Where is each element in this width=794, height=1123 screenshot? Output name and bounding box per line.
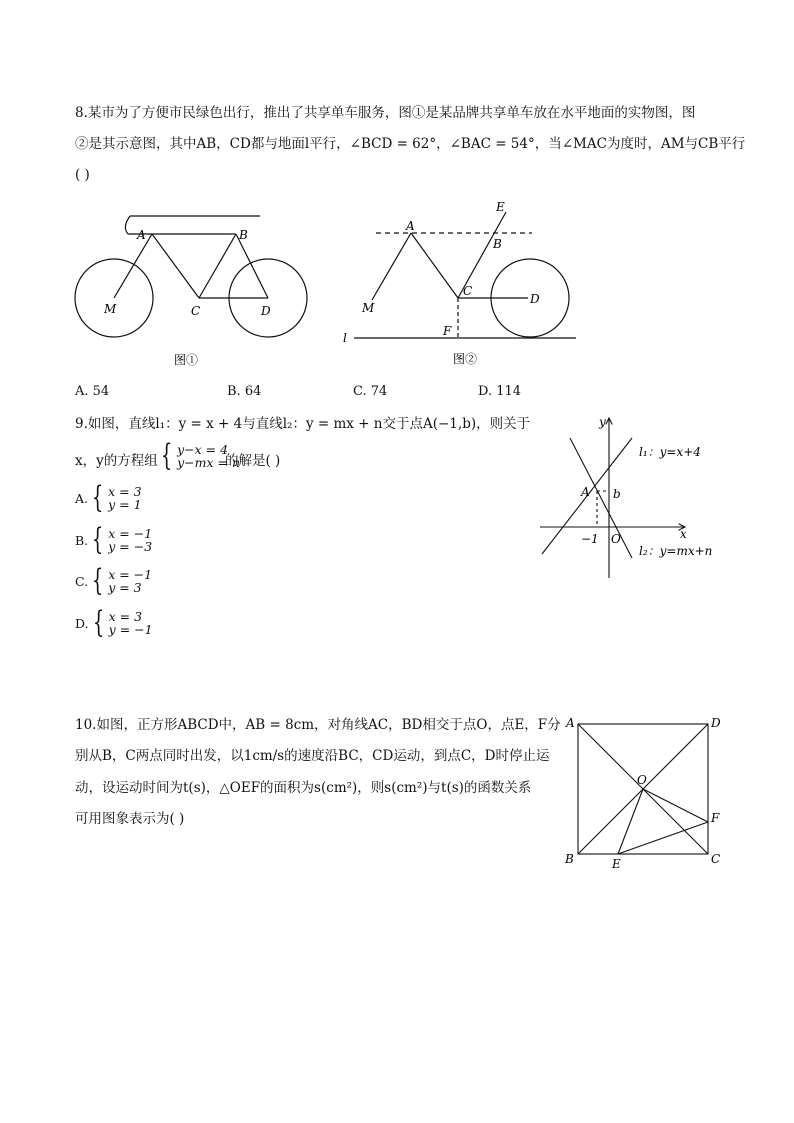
brace: { — [160, 438, 173, 473]
q8-answer-bracket: ( ) — [75, 167, 90, 183]
graph-label-minus1: −1 — [581, 532, 599, 546]
q9-option-a[interactable] — [75, 480, 142, 515]
system-row: y−x = 4 — [177, 442, 229, 457]
option-row: x = −1 — [108, 567, 153, 582]
q9-text-line1: 9.如图，直线l₁：y = x + 4与直线l₂：y = mx + n交于点A(−1,b)，则关于 — [75, 416, 531, 432]
graph-label-x: x — [680, 527, 687, 541]
q8-figure-1 — [70, 205, 320, 375]
q9-text-line2-post: 的解是( ) — [225, 453, 281, 469]
q10-text-line3: 动，设运动时间为t(s)，△OEF的面积为s(cm²)，则s(cm²)与t(s)的函数关系 — [75, 780, 532, 796]
q8-option-a[interactable]: A. 54 — [75, 384, 110, 399]
option-row: y = 3 — [108, 580, 142, 595]
fig2-label-A: A — [406, 219, 415, 233]
q8-option-b[interactable]: B. 64 — [227, 384, 262, 399]
fig2-label-C: C — [463, 284, 473, 298]
system-row: y−mx = n — [177, 455, 241, 470]
sq-label-O: O — [637, 773, 647, 787]
q10-text-line1: 10.如图，正方形ABCD中，AB = 8cm，对角线AC，BD相交于点O，点E，F分 — [75, 717, 561, 733]
sq-label-B: B — [565, 852, 574, 866]
brace: { — [91, 563, 104, 598]
fig1-label-C: C — [191, 304, 201, 318]
option-label: B. — [75, 532, 89, 548]
option-row: x = 3 — [108, 484, 142, 499]
fig1-label-A: A — [137, 228, 146, 242]
graph-label-b: b — [613, 487, 621, 501]
sq-label-E: E — [612, 857, 621, 871]
fig2-label-D: D — [530, 292, 540, 306]
fig1-label-D: D — [261, 304, 271, 318]
q10-text-line4: 可用图象表示为( ) — [75, 811, 185, 827]
fig2-label-l: l — [343, 331, 347, 345]
fig2-caption: 图② — [453, 352, 478, 366]
sq-label-F: F — [711, 811, 720, 825]
q10-text-line2: 别从B，C两点同时出发，以1cm/s的速度沿BC，CD运动，到点C，D时停止运 — [75, 748, 550, 764]
fig1-label-B: B — [239, 228, 248, 242]
graph-label-A: A — [581, 485, 590, 499]
graph-label-l2: l₂：y=mx+n — [639, 544, 713, 558]
graph-label-y: y — [599, 415, 606, 429]
option-row: y = −3 — [108, 539, 153, 554]
sq-label-C: C — [711, 852, 721, 866]
option-label: C. — [75, 573, 89, 589]
q10-square-figure — [560, 712, 730, 872]
option-label: A. — [75, 490, 89, 506]
fig2-label-E: E — [496, 200, 505, 214]
option-label: D. — [75, 615, 89, 631]
option-row: y = −1 — [108, 622, 153, 637]
brace: { — [91, 522, 104, 557]
graph-label-O: O — [611, 532, 621, 546]
q8-option-d[interactable]: D. 114 — [478, 384, 522, 399]
q9-option-b[interactable] — [75, 522, 153, 557]
q8-text-line2: ②是其示意图，其中AB，CD都与地面l平行，∠BCD = 62°，∠BAC = 54°，当∠MAC为度时，AM与CB平行 — [75, 136, 746, 152]
fig2-label-F: F — [443, 324, 452, 338]
sq-label-D: D — [711, 716, 721, 730]
q8-figure-2 — [340, 198, 590, 376]
option-row: x = 3 — [108, 609, 143, 624]
q9-option-c[interactable] — [75, 563, 153, 598]
brace: { — [91, 480, 104, 515]
fig2-label-M: M — [362, 301, 375, 315]
q9-graph — [535, 410, 735, 585]
fig1-caption: 图① — [174, 353, 199, 367]
q8-option-c[interactable]: C. 74 — [353, 384, 388, 399]
graph-label-l1: l₁：y=x+4 — [639, 445, 701, 459]
fig1-label-M: M — [104, 302, 117, 316]
q9-text-line2-pre: x，y的方程组 — [75, 453, 158, 469]
option-row: y = 1 — [108, 497, 142, 512]
sq-label-A: A — [566, 716, 575, 730]
line-l2 — [570, 438, 632, 558]
brace: { — [92, 605, 104, 640]
fig2-label-B: B — [493, 237, 502, 251]
q9-option-d[interactable] — [75, 605, 153, 640]
q8-text-line1: 8.某市为了方便市民绿色出行，推出了共享单车服务，图①是某品牌共享单车放在水平地面的实物图，图 — [75, 105, 696, 121]
option-row: x = −1 — [108, 526, 153, 541]
